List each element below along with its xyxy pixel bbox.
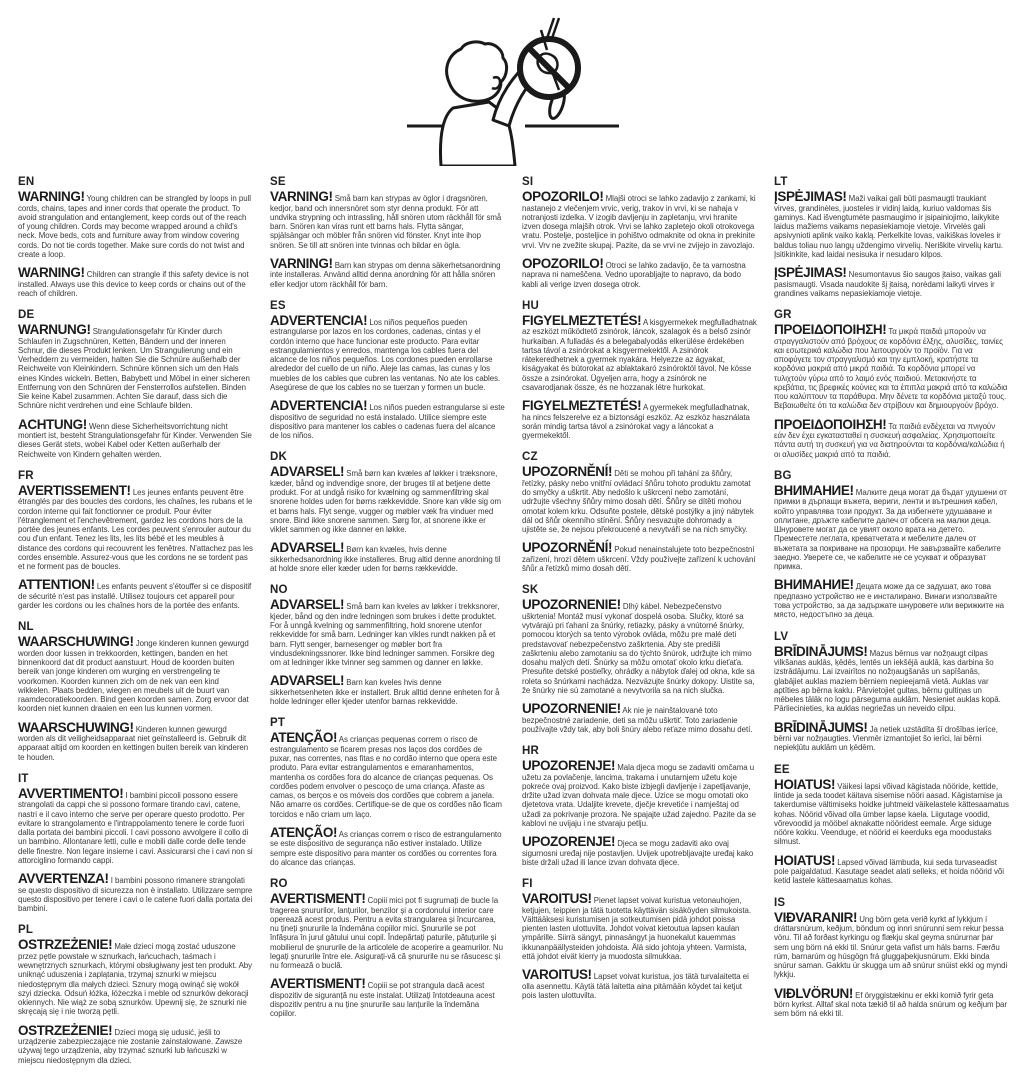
warning-paragraph <box>18 721 253 762</box>
warning-title: VARNING! <box>270 255 333 271</box>
warning-title: VAROITUS! <box>522 891 592 906</box>
child-cord-warning-illustration <box>397 16 627 166</box>
warning-title: FIGYELMEZTETÉS! <box>522 398 642 413</box>
warning-title: ADVARSEL! <box>270 673 345 689</box>
warning-body: Maži vaikai gali būti pasmaugti traukiant virves, grandinėles, juosteles ir vidinį laidą, kuriuo valdomas šis gaminys. Kad išvengtumėte pasmaugimo ir įsipainiojimo, laikykite laidus mažiems vaikams nepasiekiamoje vietoje. Virvelės gali apsivynioti aplink vaiko kaklą. Perkelkite lovas, vaikiškas loveles ir baldus toliau nuo langų uždengimo virvelių. Neriškite virvelių kartu. Įsitikinkite, kad laidai nesisuka ir nesudaro kilpos. <box>774 194 1004 259</box>
warning-title: VAROITUS! <box>522 967 592 982</box>
warning-title: UPOZORENJE! <box>522 758 616 773</box>
warning-paragraph <box>522 835 757 867</box>
lang-section-hu <box>522 300 757 441</box>
warning-body: Ung börn geta verið kyrkt af lykkjum í dráttarsnúrum, keðjum, böndum og innri snúrunni sem rekur þessa vöru. Til að forðast kyrkingu og flækju skal geyma snúrurnar þar sem ung börn ná ekki til. Snúrur geta vafist um háls barns. Færðu rúm, barnarúm og húsgögn frá gluggaþekjusnúrum. Ekki binda snúrur saman. Gakktu úr skugga um að snúrur snúist ekki og myndi lykkju. <box>774 914 1008 980</box>
warning-body: Wenn diese Sicherheitsvorrichtung nicht montiert ist, besteht Strangulationsgefahr für Kinder. Verwenden Sie dieses Gerät stets, wobei Kabel oder Ketten außerhalb der Reichweite von Kindern gehalten werden. <box>18 421 252 459</box>
lang-section-sk <box>522 584 757 734</box>
warning-paragraph <box>270 598 505 667</box>
lang-section-hr <box>522 745 757 867</box>
warning-title: UPOZORNĚNÍ! <box>522 464 613 480</box>
warning-paragraph <box>522 541 757 573</box>
warning-body: Mazus bērnus var nožņaugt cilpas vilkšanas auklās, ķēdēs, lentēs un iekšējā auklā, kas darbina šo izstrādājumu. Lai izvairītos no nožņaugšanās un sapīšanās, glabājiet auklas maziem bērniem nepieejamā vietā. Auklas var aptīties ap bērna kaklu. Pārvietojiet gultas, bērnu gultiņas un mēbeles tālāk no logu pārseguma auklām. Nesieniet auklas kopā. Pārliecinieties, ka auklas negriežas un neveido cilpu. <box>774 648 1001 714</box>
warning-paragraph <box>774 778 1009 847</box>
warning-title: OPOZORILO! <box>522 189 604 204</box>
warning-body: Otroci se lahko zadavijo, če ta varnostna naprava ni nameščena. Vedno uporabljajte to napravo, da bodo kabli ali verige izven dosega otrok. <box>522 260 746 289</box>
warning-title: WARNING! <box>18 265 85 280</box>
warning-title: ATTENTION! <box>18 577 95 593</box>
warning-paragraph <box>522 399 757 440</box>
warning-paragraph <box>270 731 505 819</box>
lang-section-cz <box>522 451 757 573</box>
warning-paragraph <box>774 323 1009 411</box>
language-code: FI <box>522 878 533 890</box>
warning-body: Dzieci mogą się udusić, jeśli to urządzenie zabezpieczające nie zostanie zainstalowane. Zawsze używaj tego urządzenia, aby trzymać sznurki lub łańcuszki w miejscu niedostępnym dla dzieci. <box>18 1027 243 1065</box>
lang-section-ro <box>270 878 505 1019</box>
language-code: HR <box>522 745 540 757</box>
lang-section-fr <box>18 470 253 611</box>
warning-title: AVERTISSEMENT! <box>18 482 131 498</box>
warning-title: AVVERTENZA! <box>18 871 109 886</box>
warning-body: Lapsed võivad lämbuda, kui seda turvaseadist pole paigaldatud. Kasutage seadet alati selleks, et hoida nöörid või ketid lastele kättesaamatus kohas. <box>774 857 1004 886</box>
warning-paragraph <box>18 787 253 865</box>
warning-body: A kisgyermekek megfulladhatnak az eszközt működtető zsinórok, láncok, szalagok és a belső zsinór hurkaiban. A fulladás és a belegabalyodás elkerülése érdekében tartsa távol a zsinórokat a kisgyermekektől. A zsinórok rátekeredhetnek a gyermek nyakára. Helyezze az ágyakat, kiságyakat és bútorokat az ablaktakaró zsinóroktól távol. Ne kösse össze a zsinórokat. Ügyeljen arra, hogy a zsinórok ne csavarodjanak össze, és ne hozzanak létre hurkokat. <box>522 317 757 392</box>
warning-paragraph <box>774 484 1009 572</box>
warning-title: OSTRZEŻENIE! <box>18 1022 113 1038</box>
warning-title: AVVERTIMENTO! <box>18 785 124 801</box>
warning-body: Strangulationsgefahr für Kinder durch Schlaufen in Zugschnüren, Ketten, Bändern und der inneren Schnur, die dieses Produkt lenken. Um Strangulierung und ein Verheddern zu vermeiden, halten Sie die Schnüre außerhalb der Reichweite von Kleinkindern. Schnüre können sich um den Hals eines Kindes wickeln. Betten, Babybett und Möbel in einer sicheren Entfernung von den Schnüren der Fensterrollos aufstellen. Binden Sie keine Kabel zusammen. Achten Sie darauf, dass sich die Schnüre nicht verdrehen und eine Schlaufe bilden. <box>18 327 250 411</box>
warning-title: BRĪDINĀJUMS! <box>774 719 868 735</box>
warning-body: As crianças pequenas correm o risco de estrangulamento se ficarem presas nos laços dos cordões de puxar, nas correntes, nas fitas e no cordão interno que opera este produto. Para evitar estrangulamentos e emaranhamentos, mantenha os cordões fora do alcance de crianças pequenas. Os cordões podem envolver o pescoço de uma criança. Afaste as camas, os berços e os móveis dos cordões que cobrem a janela. Não amarre os cordões. Certifique-se de que os cordões não ficam torcidos e não criam um laço. <box>270 735 502 819</box>
warning-paragraph <box>774 190 1009 259</box>
warning-body: Children can strangle if this safety device is not installed. Always use this device to keep cords or chains out of the reach of children. <box>18 270 249 298</box>
lang-section-nl <box>18 621 253 762</box>
lang-section-se <box>270 176 505 289</box>
warning-body: Kinderen kunnen gewurgd worden als dit veiligheidsapparaat niet geïnstalleerd is. Gebruik dit apparaat altijd om koorden en kettingen buiten bereik van kinderen te houden. <box>18 724 249 762</box>
column-1 <box>18 176 253 1076</box>
warning-title: ATENÇÃO! <box>270 730 338 746</box>
warning-paragraph <box>270 190 505 250</box>
warning-body: A gyermekek megfulladhatnak, ha nincs felszerelve ez a biztonsági eszköz. Az eszköz használata során mindig tartsa távol a zsinórokat vagy a láncokat a gyermekektől. <box>522 403 750 440</box>
warning-title: OPOZORILO! <box>522 255 604 271</box>
child-head <box>447 42 507 101</box>
warning-paragraph <box>18 872 253 913</box>
warning-body: Děti se mohou při tahání za šňůry, řetízky, pásky nebo vnitřní ovládací šňůru tohoto produktu zamotat do smyčky a uškrtit. Aby nedošlo k uškrcení nebo zamotání, udržujte všechny šňůry mimo dosah dětí. Šňůry se dítěti mohou omotat kolem krku. Odsuňte postele, dětské postýlky a jiný nábytek dál od šňůr okenního stínění. Šňůry nesvazujte dohromady a ujistěte se, že nejsou překroucené a nevytváří se na nich smyčky. <box>522 469 754 534</box>
warning-body: Mlajši otroci se lahko zadavijo z zankami, ki nastanejo z vlečenjem vrvic, verig, trakov in vrvi, ki se nahaja v notranjosti izdelka. V izogib davljenju in zapletanju, vrvi hranite izven dosega mlajših otrok. Vrvi se lahko zapletejo okoli otrokovega vratu. Postelje, posteljice in pohištvo odmaknite od okna in prekinite vrvi. Vrv ne zvežite skupaj. Pazite, da se vrvi ne zvijejo in zavozlajo. <box>522 194 756 250</box>
lang-section-gr <box>774 309 1009 459</box>
lang-section-pl <box>18 924 253 1065</box>
warning-paragraph <box>18 1024 253 1065</box>
warning-body: Los niños pueden estrangularse si este dispositivo de seguridad no está instalado. Utilice siempre este dispositivo para mantener los cables o cadenas fuera del alcance de los niños. <box>270 403 505 440</box>
warning-body: Pokud nenainstalujete toto bezpečnostní zařízení, hrozí dětem uškrcení. Vždy používejte zařízení k uchování šňůr a řetízků mimo dosah dětí. <box>522 545 756 573</box>
warning-paragraph <box>270 541 505 573</box>
warning-paragraph <box>18 418 253 459</box>
warning-title: ВНИМАНИЕ! <box>774 482 854 498</box>
warning-body: Los niños pequeños pueden estrangularse por lazos en los cordones, cadenas, cintas y el cordón interno que hace funcionar este producto. Para evitar estrangulamientos y enredos, mantenga los cables fuera del alcance de los niños pequeños. Los cordones pueden enrollarse alrededor del cuello de un niño. Aleje las camas, las cunas y los muebles de los cables que cubren las ventanas. No ate los cables. Asegúrese de que los cables no se tuerzan y formen un bucle. <box>270 317 501 392</box>
warning-title: HOIATUS! <box>774 852 836 868</box>
warning-title: BRĪDINĀJUMS! <box>774 643 868 659</box>
lang-section-fi <box>522 878 757 1000</box>
warning-body: Dlhý kábel. Nebezpečenstvo uškrtenia! Montáž musí vykonať dospelá osoba. Slučky, ktoré sa vytvárajú pri ťahaní za šnúrky, retiazky, pásky a vnútorné šnúrky, pomocou ktorých sa tento výrobok ovláda, môžu pre malé deti predstavovať nebezpečenstvo zaškrtenia. Aby ste predišli zaškrteniu alebo zamotaniu sa do týchto šnúrok, udržujte ich mimo dosahu malých detí. Šnúrky sa môžu omotať okolo krku dieťaťa. Presuňte detské postieľky, ohrádky a nábytok ďalej od okna, kde sa roleta so šnúrkami nachádza. Nezväzujte šnúrky dokopy. Uistite sa, že šnúrky nie sú zamotané a nevytvorila sa na nich slučka. <box>522 602 755 695</box>
warning-paragraph <box>774 721 1009 753</box>
lang-section-is <box>774 897 1009 1019</box>
warning-body: Les enfants peuvent s'étouffer si ce dispositif de sécurité n'est pas installé. Utilisez toujours cet appareil pour garder les cordons ou les chaînes hors de la portée des enfants. <box>18 582 252 610</box>
language-code: IT <box>18 772 29 785</box>
warning-body: Copiii se pot strangula dacă acest dispozitiv de siguranță nu este instalat. Utilizați întotdeauna acest dispozitiv pentru a nu ține șnururile sau lanțurile la îndemâna copiilor. <box>270 981 495 1019</box>
warning-paragraph <box>270 674 505 706</box>
warning-title: VIÐVARANIR! <box>774 909 858 925</box>
language-code: CZ <box>522 451 538 464</box>
warning-body: Barn kan kveles hvis denne sikkerhetsenheten ikke er installert. Bruk alltid denne enheten for å holde ledninger eller kjeder utenfor barnas rekkevidde. <box>270 678 500 706</box>
warning-title: ADVARSEL! <box>270 597 345 613</box>
language-code: GR <box>774 309 792 321</box>
warning-paragraph <box>18 938 253 1016</box>
warning-body: Lapset voivat kuristua, jos tätä turvalaitetta ei olla asennettu. Käytä tätä laitetta aina pitämään köydet tai ketjut pois lasten ulottuvilta. <box>522 972 749 1000</box>
warning-title: ВНИМАНИЕ! <box>774 577 854 593</box>
warning-body: I bambini piccoli possono essere strangolati da cappi che si possono formare tirando cavi, catene, nastri e il cavo interno che serve per operare questo prodotto. Per evitare lo strangolamento e l'intrappolamento tenere le corde fuori dalla portata dei bambini piccoli. I cavi possono avvolgere il collo di un bambino. Allontanare letti, culle e mobili dalle corde delle tende delle finestre. Non legare insieme i cavi. Assicurarsi che i cavi non si attorciglino formando cappi. <box>18 790 253 865</box>
warning-paragraph <box>18 190 253 259</box>
warning-title: ĮSPĖJIMAS! <box>774 265 847 280</box>
warning-paragraph <box>522 759 757 828</box>
lang-section-lt <box>774 176 1009 298</box>
lang-section-it <box>18 773 253 914</box>
language-code: LT <box>774 176 788 188</box>
warning-paragraph <box>270 977 505 1018</box>
warning-title: ΠΡΟΕΙΔΟΠΟΙΗΣΗ! <box>774 416 887 432</box>
warning-title: WARNUNG! <box>18 322 91 337</box>
warning-paragraph <box>774 266 1009 298</box>
column-2 <box>270 176 505 1076</box>
warning-paragraph <box>522 892 757 961</box>
warning-body: As crianças correm o risco de estrangulamento se este dispositivo de segurança não estiver instalado. Utilize sempre este dispositivo para manter os cordões ou correntes fora do alcance das crianças. <box>270 829 502 867</box>
warning-body: Djeca se mogu zadaviti ako ovaj sigurnosni uređaj nije postavljen. Uvijek upotrebljavajte uređaj kako biste držali užad ili lance izvan dohvata djece. <box>522 839 754 867</box>
warning-body: Децата може да се задушат, ако това предпазно устройство не е инсталирано. Винаги използвайте това устройство, за да задържате шнуровете или верижките на място, недостъпно за деца. <box>774 582 1004 620</box>
warning-title: UPOZORENJE! <box>522 834 616 849</box>
language-code: SI <box>522 176 534 188</box>
warning-title: WARNING! <box>18 189 85 204</box>
warning-body: Young children can be strangled by loops in pull cords, chains, tapes and inner cords that operate the product. To avoid strangulation and entanglement, keep cords out of the reach of young children. Cords may become wrapped around a child's neck. Move beds, cots and furniture away from window covering cords. Do not tie cords together. Make sure cords do not twist and create a loop. <box>18 194 251 259</box>
warning-paragraph <box>522 465 757 534</box>
language-code: PL <box>18 924 34 937</box>
warning-body: Barn kan strypas om denna säkerhetsanordning inte installeras. Använd alltid denna anordning för att hålla snören eller kedjor utom räckhåll för barn. <box>270 260 501 289</box>
warning-body: Copiii mici pot fi sugrumați de bucle la tragerea șnururilor, lanțurilor, benzilor și a cordonului interior care operează acest produs. Pentru a evita strangularea și încurcarea, nu țineți șnururile la îndemâna copiilor mici. Șnururile se pot înfășura în jurul gâtului unui copil. Îndepărtați paturile, pătuțurile și mobilierul de șnururile de la articolele de acoperire a geamurilor. Nu legați șnururile între ele. Asigurați-vă că șnururile nu se răsucesc și nu formează o buclă. <box>270 896 503 970</box>
lang-section-bg <box>774 470 1009 620</box>
warning-paragraph <box>18 484 253 572</box>
lang-section-dk <box>270 451 505 573</box>
warning-title: ADVARSEL! <box>270 464 345 480</box>
warning-body: Jonge kinderen kunnen gewurgd worden door lussen in trekkoorden, kettingen, banden en het binnenkoord dat dit product aanstuurt. Houd de koorden buiten bereik van jonge kinderen om wurging en verstrengeling te voorkomen. Koorden kunnen zich om de nek van een kind wikkelen. Plaats bedden, wiegen en meubels uit de buurt van raamdecoratiekoorden. Bind geen koorden samen. Zorg ervoor dat koorden niet kunnen draaien en een lus kunnen vormen. <box>18 639 249 714</box>
lang-section-ee <box>774 764 1009 886</box>
warning-title: ADVERTENCIA! <box>270 398 368 413</box>
warning-body: Τα μικρά παιδιά μπορούν να στραγγαλιστούν από βρόχους σε κορδόνια έλξης, αλυσίδες, ταινίες και εσωτερικά καλώδια που λειτουργούν το προϊόν. Για να αποφύγετε τον στραγγαλισμό και την εμπλοκή, κρατήστε τα κορδόνια μακριά από μικρά παιδιά. Τα κορδόνια μπορεί να τυλιχτούν γύρω από το λαιμό ενός παιδιού. Μετακινήστε τα κρεβάτια, τις βρεφικές κούνιες και τα έπιπλα μακριά από τα καλώδια που καλύπτουν τα παράθυρα. Μην δένετε τα κορδόνια μεταξύ τους. Βεβαιωθείτε ότι τα καλώδια δεν στρίβουν και δημιουργούν βρόχο. <box>774 327 1008 411</box>
warning-title: ADVERTENCIA! <box>270 312 368 328</box>
warning-paragraph <box>522 257 757 289</box>
language-code: IS <box>774 896 786 909</box>
warning-paragraph <box>18 323 253 411</box>
warning-body: Mala djeca mogu se zadaviti omčama u užetu za povlačenje, lancima, trakama i unutarnjem užetu koje pokreće ovaj proizvod. Kako biste izbjegli davljenje i zapetljavanje, držite užad izvan dohvata male djece. Uzice se mogu omotati oko djetetova vrata. Udaljite krevete, dječje krevetiće i namještaj od užadi za pokrivanje prozora. Ne spajajte užad zajedno. Pazite da se kablovi ne uvijaju i ne stvaraju petlju. <box>522 763 756 828</box>
language-code: RO <box>270 878 288 890</box>
warning-title: UPOZORNENIE! <box>522 701 621 716</box>
language-code: DK <box>270 451 288 464</box>
warning-title: WAARSCHUWING! <box>18 719 134 735</box>
warning-body: Nesumontavus šio saugos įtaiso, vaikas gali pasismaugti. Visada naudokite šį įtaisą, norėdami laikyti virves ir grandines vaikams nepasiekiamoje vietoje. <box>774 270 1001 298</box>
column-3 <box>522 176 757 1076</box>
column-4 <box>774 176 1009 1076</box>
warning-title: VARNING! <box>270 189 333 204</box>
warning-paragraph <box>774 418 1009 459</box>
warning-body: I bambini possono rimanere strangolati se questo dispositivo di sicurezza non è installato. Utilizzare sempre questo dispositivo per tenere i cavi o le catene fuori dalla portata dei bambini. <box>18 876 253 913</box>
warning-paragraph <box>522 190 757 250</box>
warning-body: Małe dzieci mogą zostać uduszone przez pętle powstałe w sznurkach, łańcuchach, taśmach i wewnętrznych sznurkach, którymi obsługiwany jest ten produkt. Aby uniknąć uduszenia i zaplątania, trzymaj sznurki w miejscu niedostępnym dla małych dzieci. Sznury mogą owinąć się wokół szyi dziecka. Odsuń łóżka, łóżeczka i meble od sznurków dekoracji okiennych. Nie wiąż ze sobą sznurków. Upewnij się, że sznurki nie skręcają się i nie tworzą pętli. <box>18 942 253 1017</box>
warning-body: Les jeunes enfants peuvent être étranglés par des boucles des cordons, les chaînes, les rubans et le cordon interne qui fait fonctionner ce produit. Pour éviter l'étranglement et l'enchevêtrement, gardez les cordons hors de la portée des jeunes enfants. Les cordes peuvent s'enrouler autour du cou d'un enfant. Tenez les lits, les lits bébé et les meubles à distance des cordons qui recouvrent les fenêtres. N'attachez pas les cordes ensemble. Assurez-vous que les cordons ne se tordent pas et ne forment pas de boucles. <box>18 487 253 571</box>
warning-title: UPOZORNENIE! <box>522 597 621 613</box>
lang-section-lv <box>774 631 1009 753</box>
warning-title: AVERTISMENT! <box>270 891 366 906</box>
warning-paragraph <box>522 968 757 1000</box>
warning-paragraph <box>774 854 1009 886</box>
language-columns <box>0 170 1024 1076</box>
language-code: LV <box>774 630 789 643</box>
warning-title: HOIATUS! <box>774 776 836 792</box>
warning-body: Ja netiek uzstādīta šī drošības ierīce, bērni var nožņaugties. Vienmēr izmantojiet šo ierīci, lai bērni nepiekļūtu auklām un ķēdēm. <box>774 724 998 753</box>
lang-section-no <box>270 584 505 706</box>
language-code: PT <box>270 717 286 730</box>
language-code: SK <box>522 584 539 597</box>
warning-body: Pienet lapset voivat kuristua vetonauhojen, ketjujen, teippien ja tätä tuotetta käyttävän sisäköyden silmukoista. Välttääksesi kuristumisen ja sotkeutumisen pidä johdot poissa pienten lasten ulottuvilta. Johdot voivat kietoutua lapsen kaulan ympärille. Siirrä sängyt, pinnasängyt ja huonekalut kauemmas ikkunanpäällysteiden johdoista. Älä sido johtoja yhteen. Varmista, että johdot eivät kierry ja muodosta silmukkaa. <box>522 896 752 961</box>
warning-paragraph <box>522 598 757 695</box>
illustration-container <box>397 16 627 166</box>
warning-body: Små barn kan strypas av öglor i dragsnören, kedjor, band och innersnöret som styr denna produkt. För att undvika strypning och intrassling, håll snören utom räckhåll för små barn. Snören kan viras runt ett barns hals. Flytta sängar, spjälsängar och möbler från snören vid fönster. Knyt inte ihop snören. Se till att snören inte tvinnas och bildar en ögla. <box>270 194 502 250</box>
warning-paragraph <box>270 465 505 534</box>
warning-sheet <box>0 16 1024 1065</box>
language-code: NL <box>18 621 34 634</box>
lang-section-en <box>18 176 253 298</box>
warning-title: VIÐLVÖRUN! <box>774 985 853 1001</box>
warning-body: Малките деца могат да бъдат удушени от примки в дърпащи въжета, вериги, ленти и вътрешния кабел, който управлява този продукт. За да избегнете удушаване и оплитане, дръжте кабелите далеч от обсега на малки деца. Шнуровете могат да се увият около врата на детето. Преместете леглата, креватчетата и мебелите далеч от въжетата за покриване на прозорци. Не завързвайте кабелите заедно. Уверете се, че кабелите не се усукват и образуват примка. <box>774 487 1007 571</box>
warning-paragraph <box>270 314 505 392</box>
language-code: NO <box>270 584 288 597</box>
warning-paragraph <box>270 826 505 867</box>
warning-body: Små børn kan kvæles af løkker i træksnore, kæder, bånd og indvendige snore, der bruges til at betjene dette produkt. For at undgå risiko for kvælning og sammenfiltring skal snorene holdes uden for børns rækkevidde. Snore kan vikle sig om et barns hals. Flyt senge, vugger og møbler væk fra vinduer med snore. Bind ikke snorene sammen. Sørg for, at snorene ikke er viklet sammen og ikke danner en løkke. <box>270 469 502 534</box>
warning-paragraph <box>774 578 1009 619</box>
warning-paragraph <box>18 635 253 713</box>
language-code: ES <box>270 299 286 312</box>
warning-paragraph <box>522 702 757 734</box>
language-code: DE <box>18 309 35 321</box>
language-code: SE <box>270 176 286 188</box>
warning-title: UPOZORNĚNÍ! <box>522 540 613 556</box>
warning-paragraph <box>270 257 505 289</box>
warning-body: Små barn kan kveles av løkker i trekksnorer, kjeder, bånd og den indre ledningen som brukes i dette produktet. For å unngå kvelning og sammenfiltring, hold snorene utenfor rekkevidde for små barn. Ledninger kan vikles rundt nakken på et barn. Flytt senger, barnesenger og møbler bort fra vindusdekningssnorer. Ikke bind ledninger sammen. Forsikre deg om at ledninger ikke tvinner seg sammen og danner en løkke. <box>270 602 500 667</box>
warning-paragraph <box>774 987 1009 1019</box>
warning-paragraph <box>522 314 757 392</box>
warning-body: Børn kan kvæles, hvis denne sikkerhedsanordning ikke installeres. Brug altid denne anordning til at holde snore eller kæder uden for børns rækkevidde. <box>270 545 501 573</box>
warning-title: ĮSPĖJIMAS! <box>774 189 847 204</box>
warning-title: WAARSCHUWING! <box>18 634 134 650</box>
warning-body: Τα παιδιά ενδέχεται να πνιγούν εάν δεν έχει εγκατασταθεί η συσκευή ασφαλείας. Χρησιμοποιείτε πάντα αυτή τη συσκευή για να διατηρούνται τα κορδόνια/καλώδια ή οι αλυσίδες μακριά από τα παιδιά. <box>774 421 1005 459</box>
warning-title: ΠΡΟΕΙΔΟΠΟΙΗΣΗ! <box>774 322 887 337</box>
language-code: HU <box>522 299 540 312</box>
warning-body: Ef öryggistækinu er ekki komið fyrir geta börn kyrkst. Alltaf skal nota tækið til að halda snúrum og keðjum þar sem börn ná ekki til. <box>774 990 1007 1019</box>
language-code: BG <box>774 469 792 482</box>
warning-paragraph <box>270 399 505 440</box>
lang-section-de <box>18 309 253 459</box>
warning-paragraph <box>270 892 505 970</box>
lang-section-pt <box>270 717 505 867</box>
warning-paragraph <box>774 911 1009 980</box>
warning-paragraph <box>18 266 253 298</box>
warning-title: ATENÇÃO! <box>270 824 338 840</box>
warning-paragraph <box>774 645 1009 714</box>
warning-paragraph <box>18 578 253 610</box>
warning-title: ADVARSEL! <box>270 540 345 556</box>
lang-section-si <box>522 176 757 289</box>
warning-title: OSTRZEŻENIE! <box>18 937 113 953</box>
warning-title: AVERTISMENT! <box>270 976 366 992</box>
lang-section-es <box>270 300 505 441</box>
warning-body: Ak nie je nainštalované toto bezpečnostné zariadenie, deti sa môžu uškrtiť. Toto zariadenie používajte vždy tak, aby boli šnúry alebo reťaze mimo dosahu detí. <box>522 706 753 734</box>
warning-title: FIGYELMEZTETÉS! <box>522 312 642 328</box>
warning-title: ACHTUNG! <box>18 416 87 432</box>
language-code: FR <box>18 469 34 482</box>
language-code: EE <box>774 763 790 776</box>
language-code: EN <box>18 176 35 188</box>
warning-body: Väikesi lapsi võivad kägistada nööride, kettide, lintide ja seda toodet käitava sisemise nööri aasad. Kägistamise ja takerdumise vältimiseks hoidke juhtmeid väikelastele kättesaamatus kohas. Nöörid võivad olla ümber lapse kaela. Liigutage voodid, võrevoodid ja mööbel aknakatte nööridest eemale. Ärge siduge nööre kokku. Veenduge, et nöörid ei keerduks ega moodustaks silmust. <box>774 781 1009 847</box>
